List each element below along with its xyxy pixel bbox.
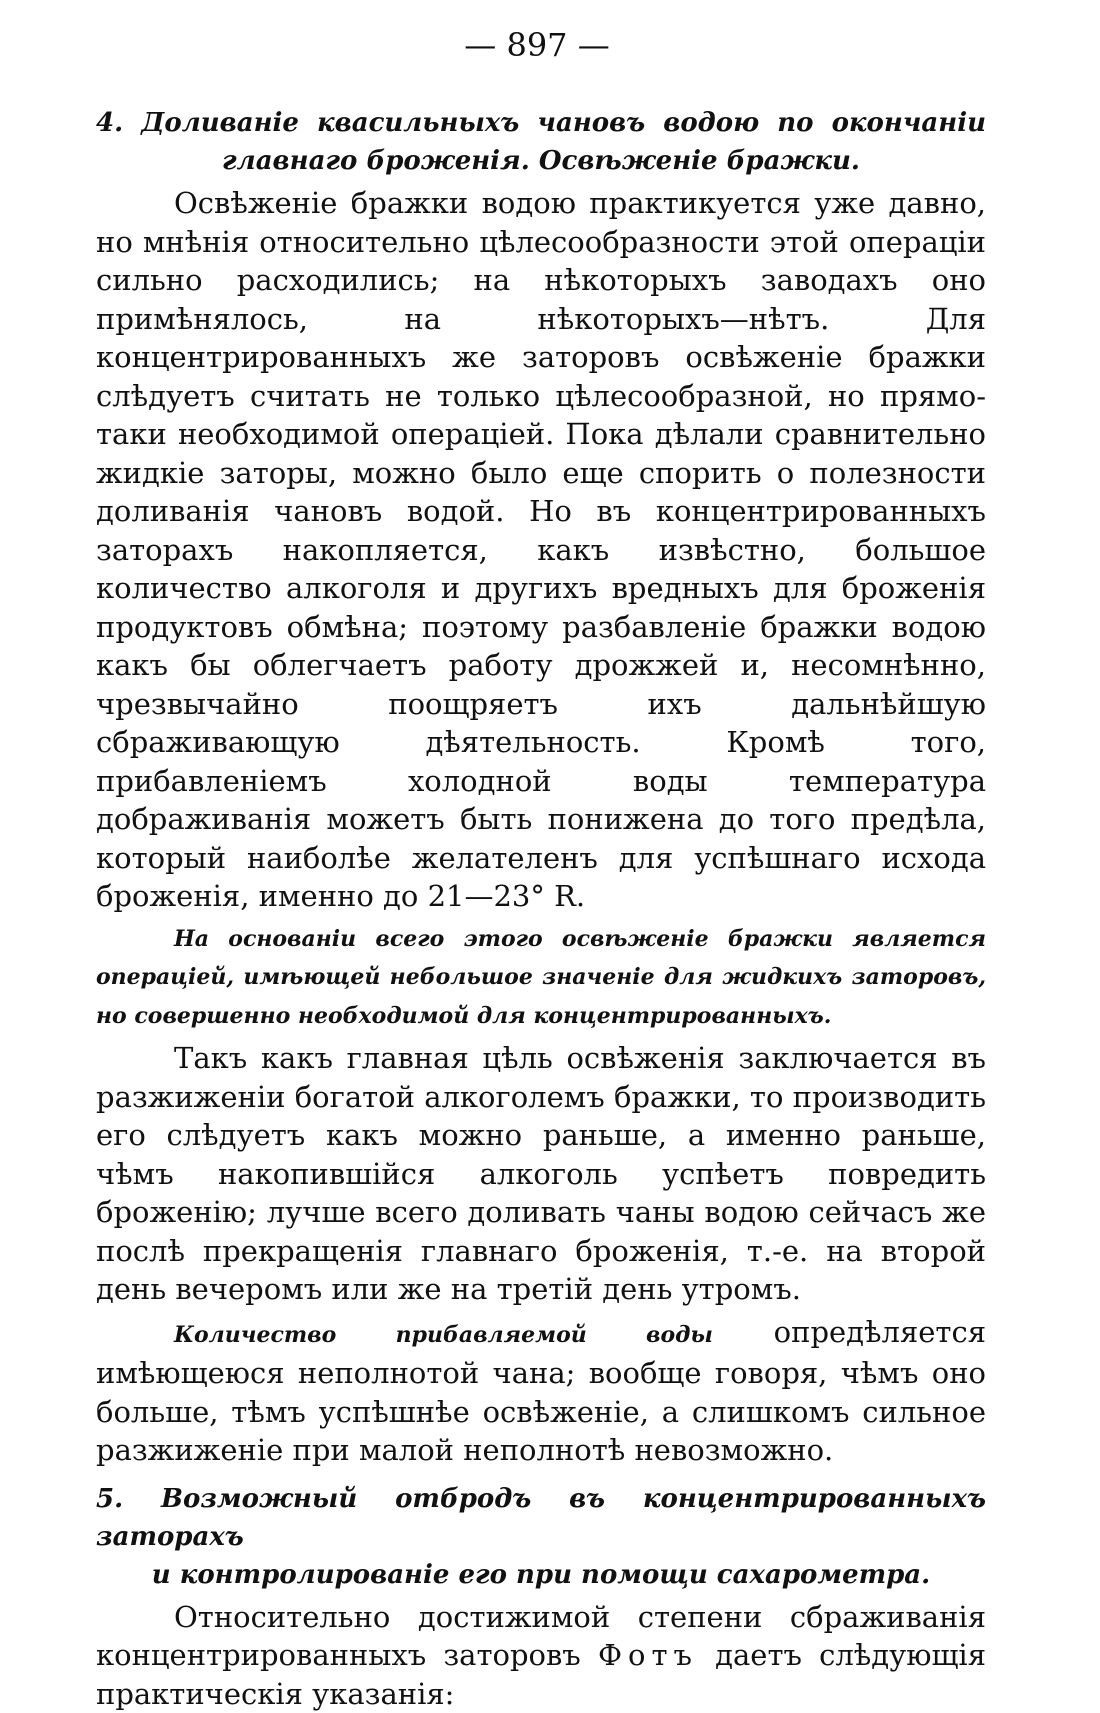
section-5-heading-line1: 5. Возможный отбродъ въ концентрированныхъ заторахъ [96, 1480, 986, 1556]
author-name-spaced: Фотъ [598, 1638, 698, 1672]
paragraph-4-italic-lead: Количество прибавляемой воды [174, 1322, 713, 1348]
section-4-heading-line1: 4. Доливаніе квасильныхъ чановъ водою по окончаніи [96, 104, 986, 142]
paragraph-1: Освѣженіе бражки водою практикуется уже давно, но мнѣнія относительно цѣлесообразности этой операціи сильно расходились; на нѣкоторыхъ заводахъ оно примѣнялось, на нѣкоторыхъ—нѣтъ. Для концентрированныхъ же заторовъ освѣженіе бражки слѣдуетъ считать не только цѣлесообразной, но прямо-таки необходимой операціей. Пока дѣлали сравнительно жидкіе заторы, можно было еще спорить о полезности доливанія чановъ водой. Но въ концентрированныхъ заторахъ накопляется, какъ извѣстно, большое количество алкоголя и другихъ вредныхъ для броженія продуктовъ обмѣна; поэтому разбавленіе бражки водою какъ бы облегчаетъ работу дрожжей и, несомнѣнно, чрезвычайно поощряетъ ихъ дальнѣйшую сбраживающую дѣятельность. Кромѣ того, прибавленіемъ холодной воды температура дображиванія можетъ быть понижена до того предѣла, который наиболѣе желателенъ для успѣшнаго исхода броженія, именно до 21—23° R. [96, 184, 986, 916]
book-page [96, 18, 986, 1713]
paragraph-4 [96, 1313, 986, 1470]
paragraph-5-text-before: Относительно достижимой степени сбраживанія концентрированныхъ заторовъ [96, 1600, 986, 1673]
paragraph-2-italic: На основаніи всего этого освѣженіе бражки является операціей, имѣющей небольшое значеніе для жидкихъ заторовъ, но совершенно необходимой для концентрированныхъ. [96, 920, 986, 1036]
paragraph-3: Такъ какъ главная цѣль освѣженія заключается въ разжиженіи богатой алкоголемъ бражки, то производить его слѣдуетъ какъ можно раньше, а именно раньше, чѣмъ накопившійся алкоголь успѣетъ повредить броженію; лучше всего доливать чаны водою сейчасъ же послѣ прекращенія главнаго броженія, т.-е. на второй день вечеромъ или же на третій день утромъ. [96, 1039, 986, 1309]
paragraph-4-text: опредѣляется имѣющеюся неполнотой чана; вообще говоря, чѣмъ оно больше, тѣмъ успѣшнѣе освѣженіе, а слишкомъ сильное разжиженіе при малой неполнотѣ невозможно. [96, 1315, 986, 1468]
section-5-heading [96, 1480, 986, 1594]
page-number: — 897 — [88, 18, 986, 72]
section-4-heading [96, 104, 986, 180]
section-4-heading-line2: главнаго броженія. Освѣженіе бражки. [96, 142, 986, 180]
paragraph-5-text-after: даетъ слѣдующія практическія указанія: [96, 1638, 986, 1711]
paragraph-5 [96, 1598, 986, 1713]
section-5-heading-line2: и контролированіе его при помощи сахарометра. [96, 1556, 986, 1594]
